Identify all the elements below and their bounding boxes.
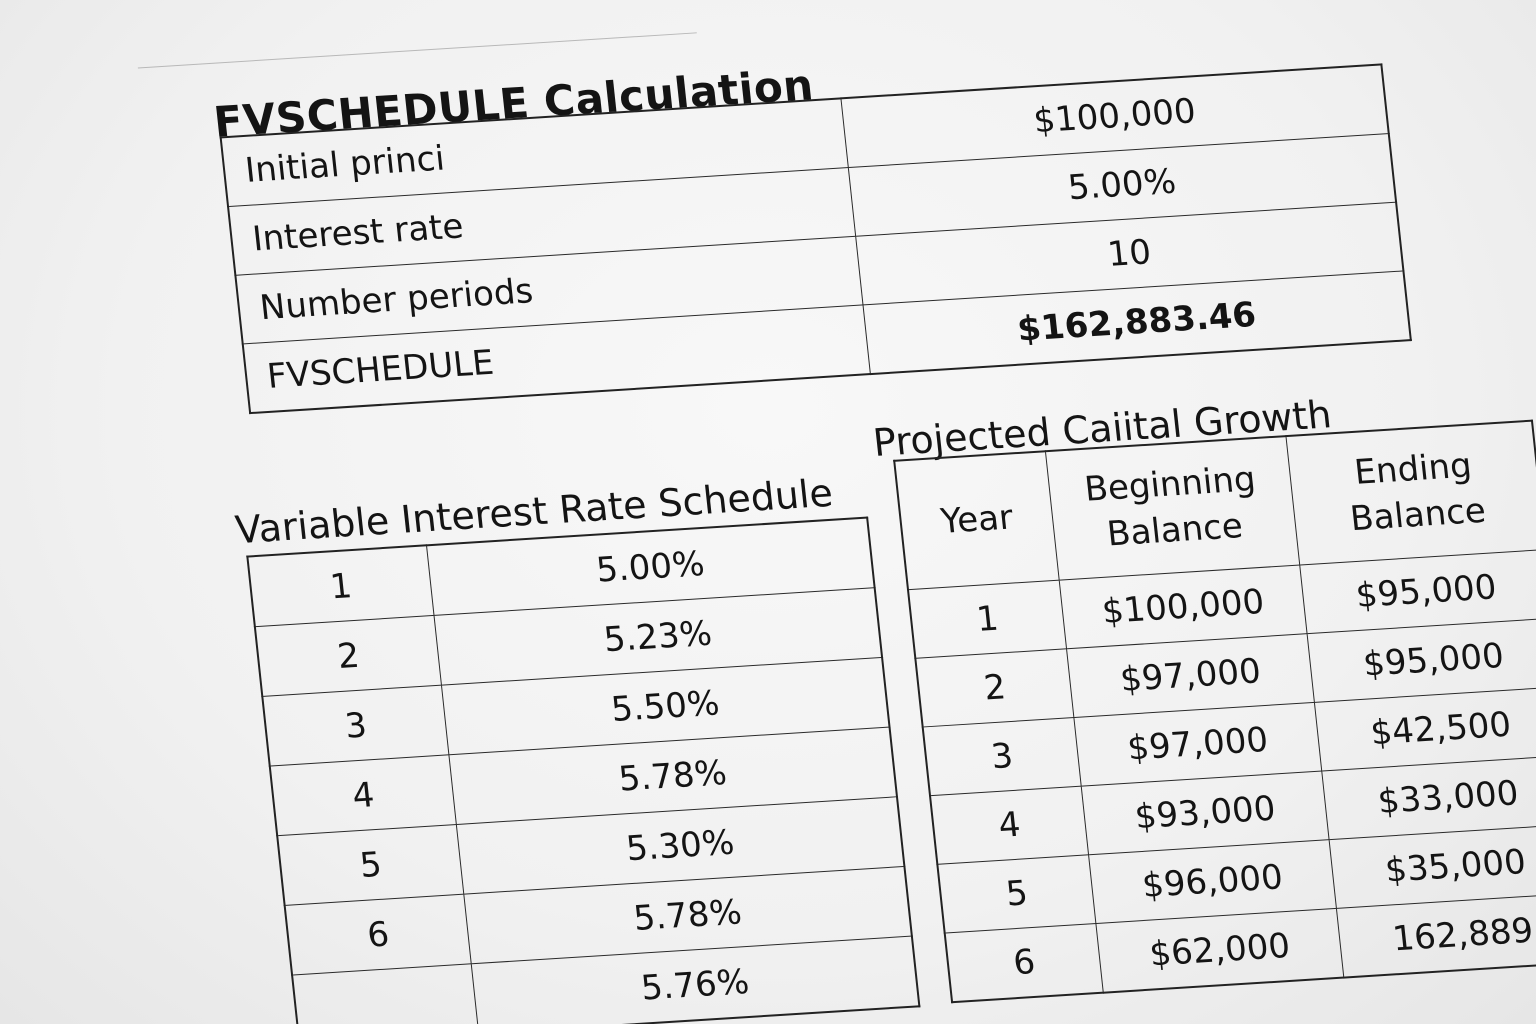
header-beginning-balance-text: Beginning Balance (1082, 459, 1258, 555)
rate-value: 5.00% (427, 518, 875, 616)
growth-year: 4 (930, 786, 1089, 864)
header-ending-balance (1286, 421, 1536, 565)
header-year: Year (894, 451, 1059, 589)
calc-label-number-periods: Number periods (235, 236, 863, 344)
calc-label-initial-principal: Initial princi (221, 98, 849, 206)
rate-period: 1 (247, 545, 434, 626)
rate-value: 5.78% (464, 866, 912, 963)
rate-value: 5.50% (441, 657, 889, 754)
rate-value: 5.23% (434, 588, 882, 685)
growth-ending-balance: $95,000 (1307, 618, 1536, 702)
growth-table (893, 420, 1536, 1004)
calc-value-number-periods: 10 (856, 202, 1404, 305)
calc-value-interest-rate: 5.00% (848, 134, 1396, 237)
growth-beginning-balance: $93,000 (1081, 771, 1329, 855)
calc-value-fvschedule: $162,883.46 (863, 271, 1411, 374)
growth-year: 3 (923, 717, 1082, 795)
growth-year: 5 (937, 855, 1096, 933)
growth-year: 1 (908, 580, 1067, 658)
growth-beginning-balance: $97,000 (1074, 702, 1322, 786)
rate-period: 6 (285, 894, 472, 975)
rate-value: 5.76% (471, 936, 919, 1024)
calculation-title: FVSCHEDULE Calculation (211, 60, 816, 147)
growth-beginning-balance: $97,000 (1067, 634, 1315, 718)
rate-value: 5.30% (456, 797, 904, 894)
rate-period: 2 (255, 615, 442, 696)
growth-ending-balance: 162,889 (1336, 893, 1536, 978)
growth-ending-balance: $33,000 (1322, 756, 1536, 840)
rate-period (292, 964, 479, 1024)
header-ending-balance-text: Ending Balance (1348, 445, 1488, 540)
rate-period: 3 (262, 685, 449, 766)
growth-year: 2 (915, 649, 1074, 727)
growth-ending-balance: $42,500 (1314, 687, 1536, 771)
growth-year: 6 (945, 924, 1104, 1003)
calc-value-initial-principal: $100,000 (841, 64, 1389, 167)
growth-beginning-balance: $96,000 (1089, 840, 1337, 924)
growth-title: Projected Caiital Growth (870, 392, 1334, 465)
growth-ending-balance: $35,000 (1329, 824, 1536, 908)
growth-beginning-balance: $100,000 (1059, 565, 1307, 649)
growth-beginning-balance: $62,000 (1096, 908, 1344, 992)
top-rule-line (138, 32, 697, 68)
rate-schedule-title: Variable Interest Rate Schedule (233, 470, 835, 553)
growth-ending-balance: $95,000 (1300, 550, 1536, 634)
rate-period: 5 (277, 824, 464, 905)
rate-value: 5.78% (449, 727, 897, 824)
rate-schedule-table (246, 517, 920, 1024)
rate-period: 4 (270, 755, 457, 836)
calc-label-fvschedule: FVSCHEDULE (243, 305, 871, 413)
calc-label-interest-rate: Interest rate (228, 168, 856, 276)
header-beginning-balance (1045, 436, 1299, 580)
